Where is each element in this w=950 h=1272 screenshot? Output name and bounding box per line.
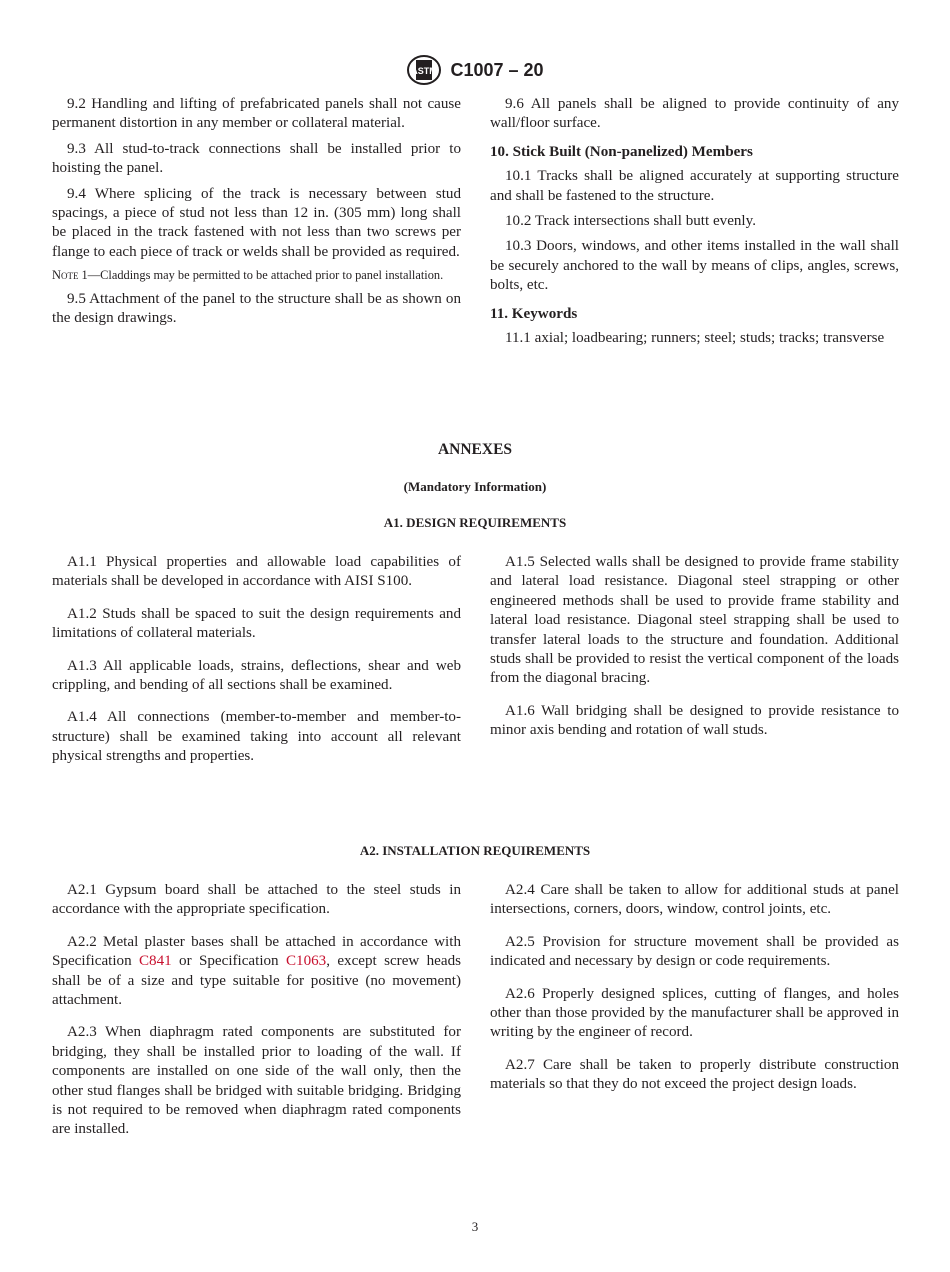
- section-a2-1: A2.1 Gypsum board shall be attached to the steel studs in accordance with the appropriate specification.: [52, 882, 461, 918]
- logo-text: ASTM: [411, 66, 438, 76]
- note-text: —Claddings may be permitted to be attached prior to panel installation.: [87, 268, 444, 283]
- astm-logo-icon: [406, 54, 442, 86]
- a1-heading: A1. DESIGN REQUIREMENTS: [383, 515, 567, 530]
- section-9-2: 9.2 Handling and lifting of prefabricated panels shall not cause permanent distortion in any member or collateral material.: [52, 96, 461, 132]
- section-9-3: 9.3 All stud-to-track connections shall be installed prior to hoisting the panel.: [52, 140, 461, 177]
- note-1: [52, 268, 461, 284]
- section-10-heading: 10. Stick Built (Non-panelized) Members: [490, 143, 753, 160]
- a1-left-column: [52, 553, 461, 773]
- a1-right-column: [490, 553, 899, 747]
- section-9-6: 9.6 All panels shall be aligned to provide continuity of any wall/floor surface.: [490, 96, 899, 132]
- link-c1063[interactable]: C1063: [285, 953, 327, 970]
- section-a1-4: A1.4 All connections (member-to-member and member-to-structure) shall be examined taking into account all relevant physical strengths and properties.: [52, 709, 461, 765]
- section-9-5: 9.5 Attachment of the panel to the structure shall be as shown on the design drawings.: [52, 290, 461, 327]
- section-a2-3: A2.3 When diaphragm rated components are substituted for bridging, they shall be installed prior to loading of the wall. If components are installed on one side of the wall only, then the other stud flanges shall be bridged with suitable bridging. Bridging is not required to be removed when diaphragm rated components are installed.: [52, 1024, 461, 1138]
- section-a2-2: [52, 933, 461, 1011]
- page-header: [0, 54, 950, 86]
- link-c841[interactable]: C841: [138, 953, 172, 970]
- a2-2-text-a: A2.2 Metal plaster bases shall be attached in accordance with Specification: [52, 933, 461, 970]
- annexes-title: ANNEXES: [437, 441, 513, 458]
- a2-right-column: [490, 881, 899, 1101]
- section-11-1: 11.1 axial; loadbearing; runners; steel; studs; tracks; transverse: [505, 330, 885, 347]
- section-a1-3: A1.3 All applicable loads, strains, deflections, shear and web crippling, and bending of all sections shall be examined.: [52, 657, 461, 694]
- section-a1-5: A1.5 Selected walls shall be designed to provide frame stability and lateral load resistance. Diagonal steel strapping or other engineered methods shall be used to provide frame stability and lateral load resistance. Diagonal steel strapping shall be used to transfer lateral loads to the structure and foundation. Additional studs shall be provided to resist the vertical component of the loads from the diagonal bracing.: [490, 554, 899, 687]
- section-10-2: 10.2 Track intersections shall butt evenly.: [505, 213, 756, 230]
- section-a2-7: A2.7 Care shall be taken to properly distribute construction materials so that they do not exceed the project design loads.: [490, 1056, 899, 1093]
- page-number: 3: [471, 1219, 479, 1234]
- note-label: Note 1: [52, 268, 88, 283]
- a2-heading: A2. INSTALLATION REQUIREMENTS: [359, 843, 591, 858]
- section-a2-6: A2.6 Properly designed splices, cutting of flanges, and holes other than those provided by the manufacturer shall be approved in writing by the engineer of record.: [490, 985, 899, 1041]
- section-a1-2: A1.2 Studs shall be spaced to suit the design requirements and limitations of collateral materials.: [52, 605, 461, 642]
- document-designation: C1007 – 20: [450, 59, 544, 80]
- section-a1-6: A1.6 Wall bridging shall be designed to provide resistance to minor axis bending and rotation of wall studs.: [490, 702, 899, 739]
- section-11-heading: 11. Keywords: [490, 305, 578, 322]
- section-10-1: 10.1 Tracks shall be aligned accurately at supporting structure and shall be fastened to the structure.: [490, 168, 899, 204]
- section-a2-5: A2.5 Provision for structure movement shall be provided as indicated and necessary by design or code requirements.: [490, 933, 899, 970]
- a2-2-text-b: or Specification: [171, 953, 286, 970]
- section-10-3: 10.3 Doors, windows, and other items installed in the wall shall be securely anchored to the wall by means of clips, angles, screws, bolts, etc.: [490, 238, 899, 294]
- a2-2-text-c: , except screw heads shall be of a size and type suitable for positive (no movement) attachment.: [52, 953, 462, 1009]
- a2-left-column: [52, 881, 461, 1146]
- section-9-4: 9.4 Where splicing of the track is necessary between stud spacings, a piece of stud not less than 12 in. (305 mm) long shall be placed in the track fastened with not less than two screws per flange to each piece of track or welds shall be provided as required.: [52, 185, 461, 260]
- section-a2-4: A2.4 Care shall be taken to allow for additional studs at panel intersections, corners, doors, window, control joints, etc.: [490, 882, 899, 918]
- top-right-column: [490, 95, 899, 354]
- section-a1-1: A1.1 Physical properties and allowable load capabilities of materials shall be developed in accordance with AISI S100.: [52, 554, 461, 590]
- annexes-subtitle: (Mandatory Information): [403, 479, 547, 494]
- top-left-column: [52, 95, 461, 335]
